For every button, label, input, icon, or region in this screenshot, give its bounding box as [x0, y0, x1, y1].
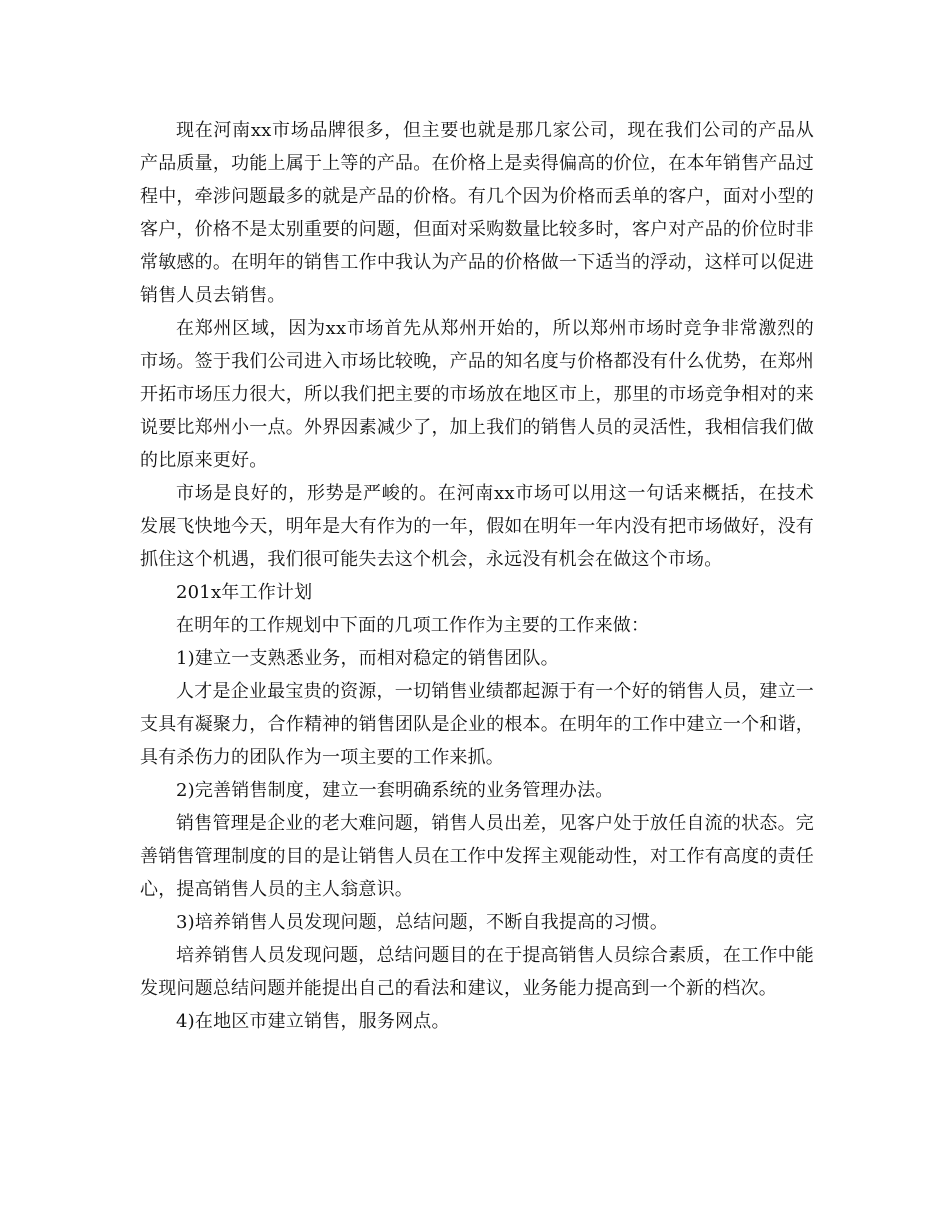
paragraph-zhengzhou-region: 在郑州区域，因为xx市场首先从郑州开始的，所以郑州市场时竞争非常激烈的市场。签于我们公司进入市场比较晚，产品的知名度与价格都没有什么优势，在郑州开拓市场压力很大，所以我们把主要的市场放在地区市上，那里的市场竞争相对的来说要比郑州小一点。外界因素减少了，加上我们的销售人员的灵活性，我相信我们做的比原来更好。	[140, 318, 814, 471]
paragraph-henan-market: 现在河南xx市场品牌很多，但主要也就是那几家公司，现在我们公司的产品从产品质量，功能上属于上等的产品。在价格上是卖得偏高的价位，在本年销售产品过程中，牵涉问题最多的就是产品的价格。有几个因为价格而丢单的客户，面对小型的客户，价格不是太别重要的问题，但面对采购数量比较多时，客户对产品的价位时非常敏感的。在明年的销售工作中我认为产品的价格做一下适当的浮动，这样可以促进销售人员去销售。	[140, 120, 814, 306]
list-item-3: 3)培养销售人员发现问题，总结问题，不断自我提高的习惯。	[176, 912, 669, 933]
list-item-1: 1)建立一支熟悉业务，而相对稳定的销售团队。	[176, 648, 559, 669]
section-heading-work-plan: 201x年工作计划	[176, 582, 313, 603]
list-item-4: 4)在地区市建立销售，服务网点。	[176, 1011, 450, 1032]
paragraph-sales-management: 销售管理是企业的老大难问题，销售人员出差，见客户处于放任自流的状态。完善销售管理制度的目的是让销售人员在工作中发挥主观能动性，对工作有高度的责任心，提高销售人员的主人翁意识。	[140, 813, 814, 900]
paragraph-training: 培养销售人员发现问题，总结问题目的在于提高销售人员综合素质，在工作中能发现问题总结问题并能提出自己的看法和建议，业务能力提高到一个新的档次。	[140, 945, 814, 999]
paragraph-market-outlook: 市场是良好的，形势是严峻的。在河南xx市场可以用这一句话来概括，在技术发展飞快地今天，明年是大有作为的一年，假如在明年一年内没有把市场做好，没有抓住这个机遇，我们很可能失去这个机会，永远没有机会在做这个市场。	[140, 483, 814, 570]
document-body	[140, 114, 814, 1038]
paragraph-plan-intro: 在明年的工作规划中下面的几项工作作为主要的工作来做：	[176, 615, 650, 636]
paragraph-team: 人才是企业最宝贵的资源，一切销售业绩都起源于有一个好的销售人员，建立一支具有凝聚力，合作精神的销售团队是企业的根本。在明年的工作中建立一个和谐，具有杀伤力的团队作为一项主要的工作来抓。	[140, 681, 814, 768]
list-item-2: 2)完善销售制度，建立一套明确系统的业务管理办法。	[176, 780, 614, 801]
